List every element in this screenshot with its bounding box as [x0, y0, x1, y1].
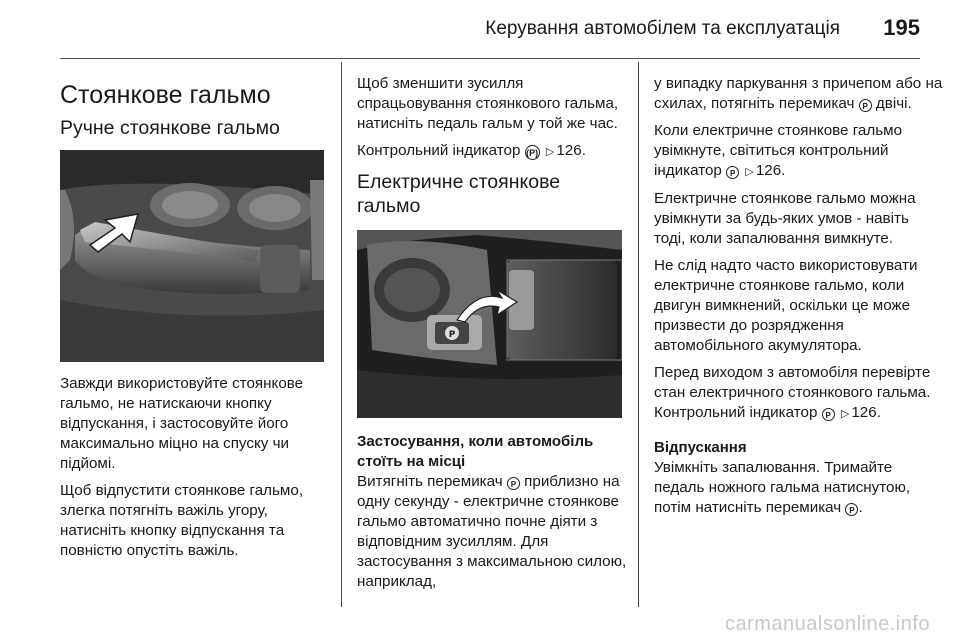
- page-header: [0, 0, 960, 58]
- subsection-title-release: Відпускання: [654, 439, 747, 456]
- pull-switch-text-b: приблизно на одну секунду - електричне стоянкове гальмо автоматично почне діяти з відповідним зусиллям. Для застосування з максимальною силою, наприклад,: [357, 473, 627, 590]
- header-rule: [60, 58, 920, 59]
- handbrake-lever-illustration: [60, 150, 324, 362]
- release-text-b: .: [858, 499, 863, 516]
- paragraph-battery-warning: Не слід надто часто використовувати електричне стоянкове гальмо, коли двигун вимкнений, оскільки це може призвести до розрядження автомобільного акумулятора.: [654, 257, 918, 354]
- page-number: 195: [883, 15, 920, 40]
- paragraph-any-conditions: Електричне стоянкове гальмо можна увімкнути за будь-яких умов - навіть тоді, коли запалювання вимкнуте.: [654, 190, 916, 247]
- paragraph-pull-switch: [357, 472, 627, 592]
- section-heading: Стоянкове гальмо: [60, 81, 271, 109]
- epb-switch-icon: P: [507, 477, 520, 490]
- column-2: [357, 72, 627, 599]
- parking-brake-warning-icon: (P): [525, 145, 540, 160]
- subsection-heading-electric-brake: Електричне стоянкове гальмо: [357, 171, 561, 217]
- trailer-text-a: у випадку паркування з причепом або на схилах, потягніть перемикач: [654, 75, 943, 112]
- paragraph-to-release: Щоб відпустити стоянкове гальмо, злегка потягніть важіль угору, натисніть кнопку відпускання та повністю опустіть важіль.: [60, 482, 304, 559]
- svg-text:P: P: [448, 330, 456, 340]
- column-3: [654, 72, 944, 525]
- paragraph-indicator-ref: [357, 141, 627, 162]
- electric-parking-brake-switch-illustration: [357, 230, 622, 418]
- column-divider-1: [341, 62, 342, 607]
- epb-switch-icon: P: [845, 503, 858, 516]
- subsection-heading-manual-brake: Ручне стоянкове гальмо: [60, 117, 280, 139]
- paragraph-release-steps: [654, 458, 944, 518]
- epb-indicator-icon: P: [822, 408, 835, 421]
- indicator-text: Контрольний індикатор: [357, 142, 521, 159]
- epb-switch-icon: P: [859, 99, 872, 112]
- epb-indicator-icon: P: [726, 166, 739, 179]
- paragraph-reduce-effort: Щоб зменшити зусилля спрацьовування стоянкового гальма, натисніть педаль гальм у той же час.: [357, 75, 619, 132]
- column-1: [60, 72, 330, 568]
- reference-arrow-icon: ▷: [545, 146, 555, 158]
- paragraph-trailer-case: [654, 74, 944, 114]
- watermark: carmanualsonline.info: [724, 613, 930, 635]
- pull-switch-text-a: Витягніть перемикач: [357, 473, 503, 490]
- page-reference[interactable]: 126.: [556, 142, 586, 159]
- running-header-title: Керування автомобілем та експлуатація: [485, 18, 840, 39]
- release-text-a: Увімкніть запалювання. Тримайте педаль ножного гальма натиснутою, потім натисніть перемикач: [654, 459, 911, 516]
- paragraph-indicator-lit: [654, 121, 944, 182]
- paragraph-before-exit: [654, 363, 944, 424]
- before-exit-text: Перед виходом з автомобіля перевірте стан електричного стоянкового гальма. Контрольний індикатор: [654, 364, 931, 421]
- page-reference[interactable]: 126.: [755, 162, 786, 179]
- column-divider-2: [638, 62, 639, 607]
- reference-arrow-icon: ▷: [745, 166, 754, 178]
- page-reference[interactable]: 126.: [851, 404, 881, 421]
- reference-arrow-icon: ▷: [840, 408, 850, 420]
- paragraph-always-use: Завжди використовуйте стоянкове гальмо, не натискаючи кнопку відпускання, і застосовуйте його максимально міцно на спуску чи підйомі.: [60, 375, 304, 472]
- trailer-text-b: двічі.: [875, 95, 912, 112]
- subsection-title-apply: Застосування, коли автомобіль стоїть на місці: [357, 433, 594, 470]
- indicator-lit-text: Коли електричне стоянкове гальмо увімкнуте, світиться контрольний індикатор: [654, 122, 903, 179]
